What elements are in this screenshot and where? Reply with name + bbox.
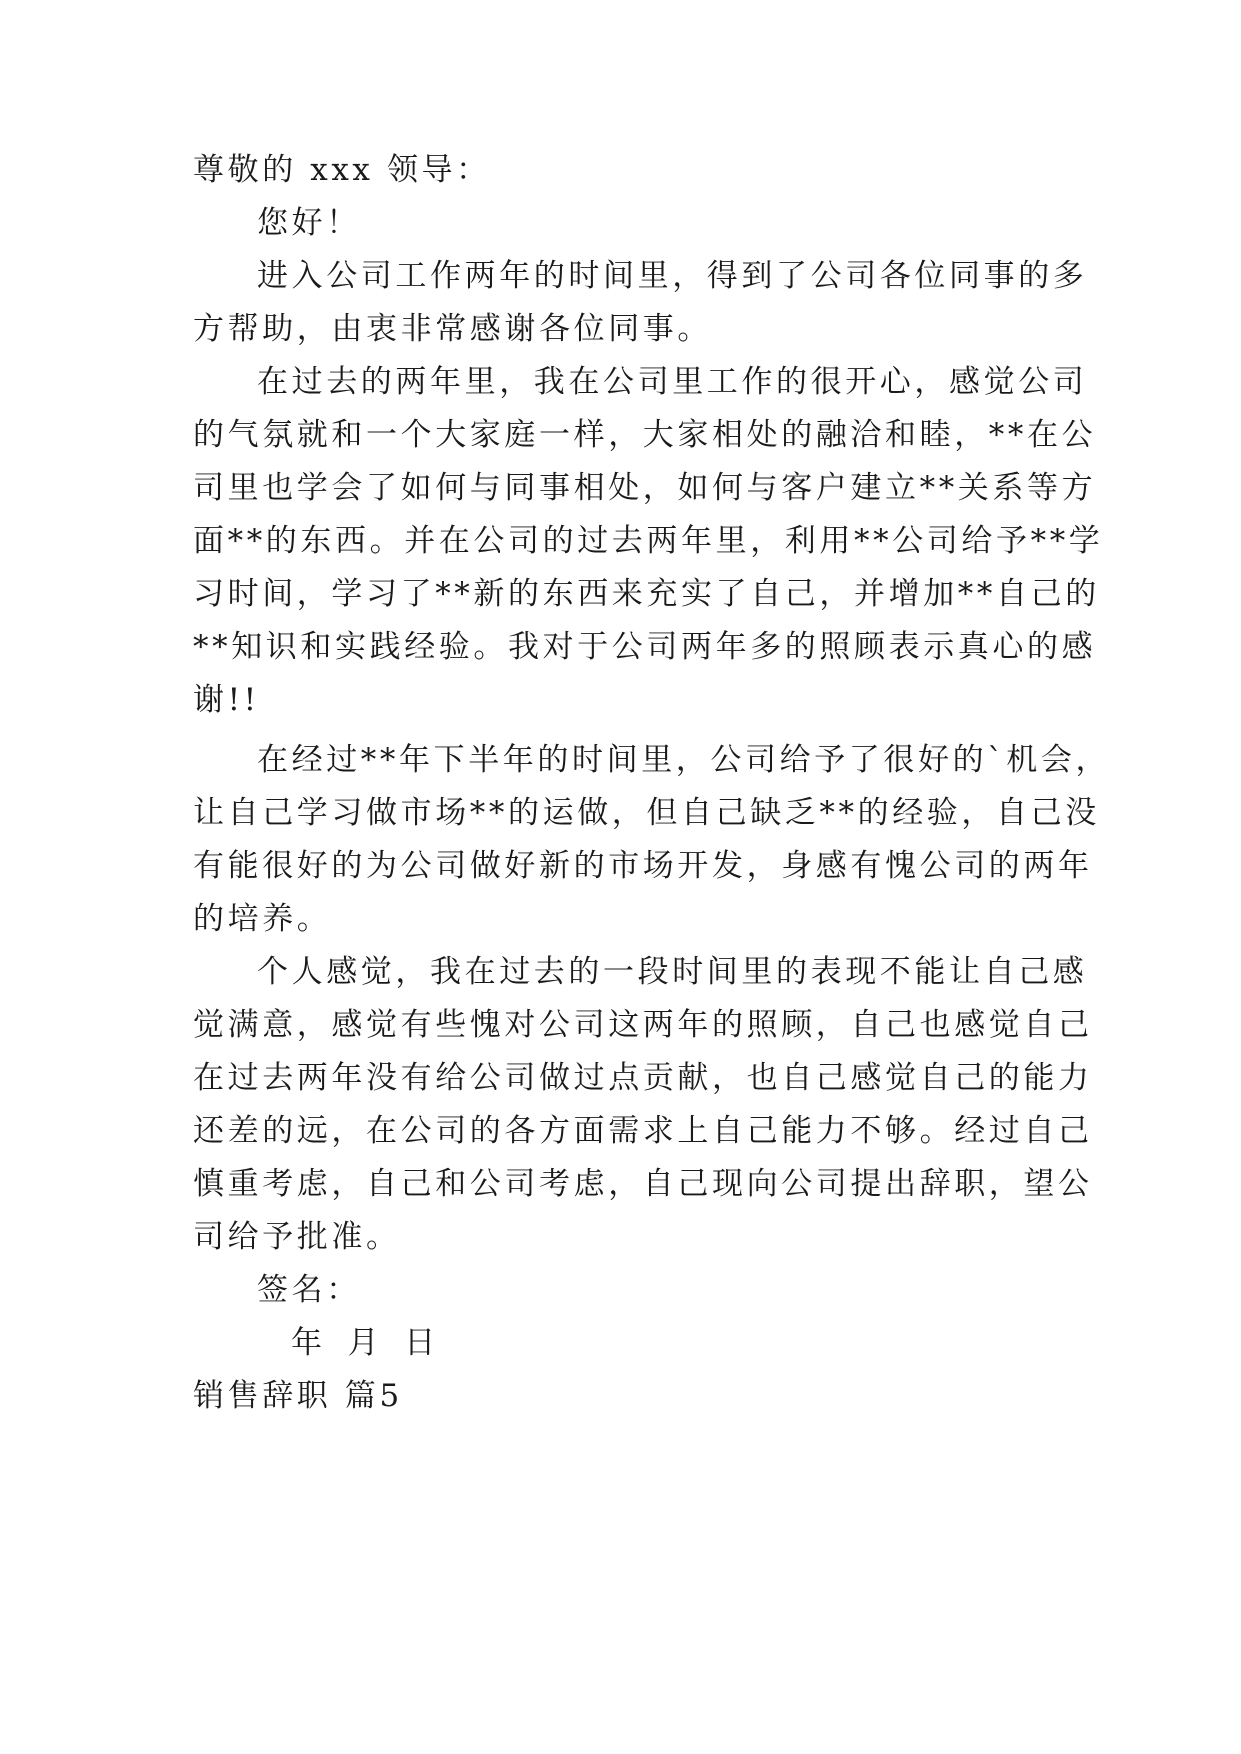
date-day: 日: [404, 1325, 439, 1361]
date-year: 年: [291, 1325, 326, 1361]
paragraph-line: 在过去的两年里，我在公司里工作的很开心，感觉公司: [257, 364, 1088, 400]
paragraph-line: **知识和实践经验。我对于公司两年多的照顾表示真心的感: [193, 629, 1097, 665]
date-line: [291, 1323, 461, 1363]
paragraph-line: 面**的东西。并在公司的过去两年里，利用**公司给予**学: [193, 523, 1104, 559]
paragraph-line: 的气氛就和一个大家庭一样，大家相处的融洽和睦，**在公: [193, 417, 1097, 453]
paragraph-line: 觉满意，感觉有些愧对公司这两年的照顾，自己也感觉自己: [193, 1007, 1093, 1043]
date-month: 月: [347, 1325, 383, 1361]
signature-label: 签名：: [257, 1272, 361, 1308]
paragraph-line: 进入公司工作两年的时间里，得到了公司各位同事的多: [257, 258, 1088, 294]
paragraph-line: 有能很好的为公司做好新的市场开发，身感有愧公司的两年: [193, 848, 1093, 884]
paragraph-line: 习时间，学习了**新的东西来充实了自己，并增加**自己的: [193, 576, 1100, 612]
paragraph-line: 还差的远，在公司的各方面需求上自己能力不够。经过自己: [193, 1113, 1093, 1149]
next-section-title: 销售辞职 篇5: [193, 1378, 403, 1414]
salutation: 尊敬的 xxx 领导：: [193, 152, 491, 188]
paragraph-line: 司里也学会了如何与同事相处，如何与客户建立**关系等方: [193, 470, 1097, 506]
paragraph-line: 在经过**年下半年的时间里，公司给予了很好的`机会，: [257, 742, 1111, 778]
paragraph-line: 个人感觉，我在过去的一段时间里的表现不能让自己感: [257, 954, 1088, 990]
paragraph-line: 谢!!: [193, 682, 260, 718]
paragraph-line: 的培养。: [193, 901, 332, 937]
paragraph-line: 让自己学习做市场**的运做，但自己缺乏**的经验，自己没: [193, 795, 1100, 831]
paragraph-line: 司给予批准。: [193, 1219, 401, 1255]
paragraph-line: 慎重考虑，自己和公司考虑，自己现向公司提出辞职，望公: [193, 1166, 1093, 1202]
greeting: 您好！: [257, 205, 361, 241]
paragraph-line: 方帮助，由衷非常感谢各位同事。: [193, 311, 712, 347]
paragraph-line: 在过去两年没有给公司做过点贡献，也自己感觉自己的能力: [193, 1060, 1093, 1096]
